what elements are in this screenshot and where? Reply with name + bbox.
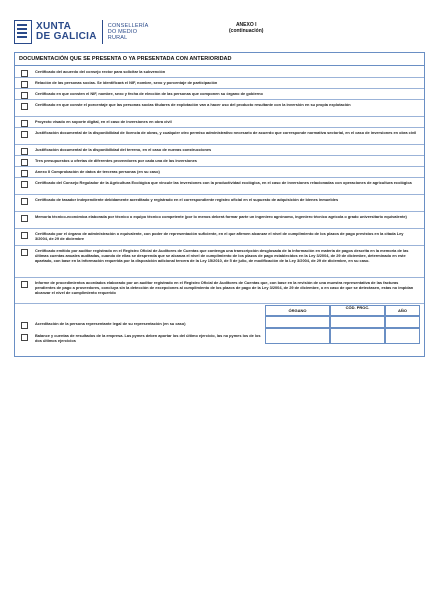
logo-text xyxy=(36,22,97,42)
doc-checkbox[interactable] xyxy=(21,232,28,239)
doc-item xyxy=(21,180,417,188)
annex-subtitle: (continuación) xyxy=(229,28,264,34)
doc-item xyxy=(21,248,417,263)
logo-line-2: DE GALICIA xyxy=(36,31,97,42)
annex-heading xyxy=(229,22,263,34)
doc-item-label: Certificado del acuerdo del consejo rector para solicitar la subvención xyxy=(35,69,166,74)
logo-divider xyxy=(102,20,103,44)
row-divider xyxy=(15,144,424,145)
doc-item xyxy=(21,214,417,222)
doc-checkbox[interactable] xyxy=(21,81,28,88)
doc-checkbox[interactable] xyxy=(21,198,28,205)
doc-item-label: Justificación documental de la disponibilidad de licencia de obras, y cualquier otro permiso administrativo necesario de acuerdo que corresponde normativa sectorial, en el caso de inversiones en obra civil xyxy=(35,130,417,135)
row-divider xyxy=(15,77,424,78)
doc-item-label: Anexo II Comprobación de datos de terceras personas (en su caso) xyxy=(35,169,160,174)
row-divider xyxy=(15,88,424,89)
table-row-label: Balance y cuentas de resultados de la empresa. Las pymes deben aportar los del último ejercicio, las no pymes los de los dos últimos ejercicios xyxy=(35,333,261,343)
row-divider xyxy=(15,116,424,117)
doc-checkbox[interactable] xyxy=(21,148,28,155)
doc-checkbox[interactable] xyxy=(21,92,28,99)
code-input[interactable] xyxy=(330,316,385,328)
doc-item xyxy=(21,231,417,241)
code-column-header: CÓD. PROC. xyxy=(345,305,370,310)
doc-checkbox[interactable] xyxy=(21,103,28,110)
doc-checkbox[interactable] xyxy=(21,215,28,222)
year-input[interactable] xyxy=(385,328,420,344)
dept-line-2: DO MEDIO xyxy=(107,29,138,35)
organ-input[interactable] xyxy=(265,328,330,344)
doc-item-label: Certificado emitido por auditor registrado en el Registro Oficial de Auditores de Cuentas que contenga una transcripción desglosada de la información en materia de pagos descrita en la memoria de las últimas cuentas anuales auditadas, cuando de ellas se desprenda que se alcanza el nivel de cumplimiento de los plazos de pago establecidos en la Ley 3/2004, de 29 de diciembre, determinado en este apartado, con base en la información requerida por la disposición adicional tercera de la Ley 15/2010, de 5 de julio, de modificación de la Ley 3/2004, de 29 de diciembre, en su caso. xyxy=(35,248,409,263)
xunta-logo xyxy=(14,20,149,44)
doc-item xyxy=(21,69,417,77)
doc-checkbox[interactable] xyxy=(21,131,28,138)
doc-item-label: Justificación documental de la disponibilidad del terreno, en el caso de nuevas construcciones xyxy=(35,147,212,152)
row-divider xyxy=(15,99,424,100)
doc-item xyxy=(21,119,417,127)
galicia-crest-icon xyxy=(14,20,32,44)
doc-checkbox[interactable] xyxy=(21,70,28,77)
doc-item-label: Certificado en que conste el porcentaje que las personas socias titulares de explotación van a hacer uso del producto resultante con la inversión en su propia explotación xyxy=(35,102,351,107)
doc-item xyxy=(21,147,417,155)
doc-item xyxy=(21,80,417,88)
organ-column-header: ÓRGANO xyxy=(288,308,307,313)
table-row-label: Acreditación de la persona representante legal de su representación (en su caso) xyxy=(35,321,186,326)
doc-item-label: Proyecto visado en soporte digital, en el caso de inversiones en obra civil xyxy=(35,119,172,124)
doc-checkbox[interactable] xyxy=(21,159,28,166)
doc-item-label: Certificado por el órgano de administración o equivalente, con poder de representación suficiente, en el que afirmen alcanzar el nivel de cumplimiento de los plazos de pago previstos en la citada Ley 3/2004, de 29 de diciembre xyxy=(35,231,404,241)
row-divider xyxy=(15,155,424,156)
code-input[interactable] xyxy=(330,328,385,344)
table-row xyxy=(21,321,261,329)
row-divider xyxy=(15,194,424,195)
doc-item-label: Certificado en que consten el NIF, nombre, sexo y fecha de elección de las personas que componen su órgano de gobierno xyxy=(35,91,263,96)
year-column-header: AÑO xyxy=(398,308,407,313)
documentation-section xyxy=(14,52,425,357)
doc-checkbox[interactable] xyxy=(21,334,28,341)
row-divider xyxy=(15,228,424,229)
doc-checkbox[interactable] xyxy=(21,181,28,188)
year-input[interactable] xyxy=(385,316,420,328)
doc-item xyxy=(21,280,417,295)
doc-item-label: Informe de procedimientos acordados elaborado por un auditor registrado en el Registro Oficial de Auditores de Cuentas que, con base en la revisión de una muestra representativa de las facturas pendientes de pago a proveedores, concluya sin la detección de excepciones al cumplimiento de los plazos de pago de la Ley 3/2004, de 29 de diciembre, o en caso de que se detectasen, estas no impidan alcanzar el nivel de cumplimiento requerido xyxy=(35,280,414,295)
doc-checkbox[interactable] xyxy=(21,322,28,329)
doc-item-label: Certificado de tasador independiente debidamente acreditado y registrado en el correspondiente registro oficial en el supuesto de adquisición de bienes inmuebles xyxy=(35,197,339,202)
doc-item-label: Relación de las personas socias. Se identificará el NIF, nombre, sexo y porcentaje de participación xyxy=(35,80,218,85)
row-divider xyxy=(15,211,424,212)
logo-line-1: XUNTA xyxy=(36,21,72,32)
doc-checkbox[interactable] xyxy=(21,281,28,288)
organ-input[interactable] xyxy=(265,316,330,328)
doc-item xyxy=(21,102,417,110)
doc-item xyxy=(21,158,417,166)
row-divider xyxy=(15,303,424,304)
doc-checkbox[interactable] xyxy=(21,170,28,177)
page-header xyxy=(14,20,426,52)
row-divider xyxy=(15,127,424,128)
section-divider xyxy=(15,65,424,66)
dept-line-1: CONSELLERÍA xyxy=(107,23,149,29)
section-title: DOCUMENTACIÓN QUE SE PRESENTA O YA PRESENTADA CON ANTERIORIDAD xyxy=(19,56,232,62)
doc-item-label: Memoria técnico-económica elaborada por técnico o equipo técnico competente (por lo menos deberá formar parte un ingeniero agrónomo, ingeniero técnico agrícola o grado universitario equivalente) xyxy=(35,214,407,219)
doc-item xyxy=(21,197,417,205)
dept-line-3: RURAL xyxy=(107,35,128,41)
doc-checkbox[interactable] xyxy=(21,249,28,256)
doc-item xyxy=(21,169,417,177)
row-divider xyxy=(15,245,424,246)
department-name xyxy=(108,23,149,41)
doc-item-label: Tres presupuestos u ofertas de diferentes proveedores por cada una de las inversiones xyxy=(35,158,197,163)
doc-item-label: Certificado del Consejo Regulador de la Agricultura Ecológica que vincule las inversiones con la productividad ecológica, en el caso de inversiones relacionadas con operaciones de agricultura ecológica xyxy=(35,180,412,185)
row-divider xyxy=(15,177,424,178)
annex-title: ANEXO I xyxy=(235,22,257,28)
doc-checkbox[interactable] xyxy=(21,120,28,127)
row-divider xyxy=(15,166,424,167)
table-row xyxy=(21,333,261,343)
doc-item xyxy=(21,130,417,138)
doc-item xyxy=(21,91,417,99)
row-divider xyxy=(15,277,424,278)
